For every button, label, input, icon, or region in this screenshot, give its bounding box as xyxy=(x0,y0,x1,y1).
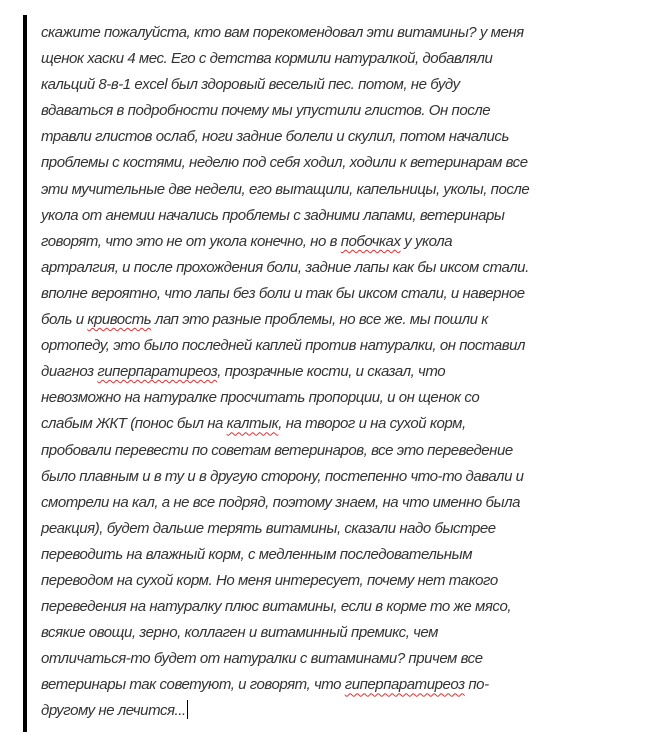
text-segment: вполне вероятно, что лапы без боли и так бы иксом стали, и наверное xyxy=(41,284,525,302)
text-segment: диагноз xyxy=(41,363,98,381)
text-line xyxy=(41,542,529,568)
text-line xyxy=(41,307,529,333)
misspelled-word: калтык xyxy=(226,415,279,433)
text-segment: переведения на натуралку плюс витамины, если в корме то же мясо, xyxy=(41,598,512,616)
text-segment: у укола xyxy=(400,232,453,250)
blockquote-bar xyxy=(23,15,27,732)
text-line xyxy=(41,464,529,490)
text-segment: эти мучительные две недели, его вытащили, капельницы, уколы, после xyxy=(41,180,530,198)
text-line xyxy=(41,594,529,620)
text-line xyxy=(41,281,529,307)
text-line xyxy=(41,46,529,72)
text-segment: вдаваться в подробности почему мы упустили глистов. Он после xyxy=(41,102,491,120)
text-segment: другому не лечится... xyxy=(41,702,186,720)
text-line xyxy=(41,150,529,176)
text-segment: невозможно на натуралке просчитать пропорции, и он щенок со xyxy=(41,389,480,407)
text-segment: укола от анемии начались проблемы с задними лапами, ветеринары xyxy=(41,206,505,224)
text-segment: щенок хаски 4 мес. Его с детства кормили натуралкой, добавляли xyxy=(41,50,493,68)
text-line xyxy=(41,177,529,203)
text-segment: было плавным и в ту и в другую сторону, постепенно что-то давали и xyxy=(41,467,524,485)
text-segment: кальций 8-в-1 excel был здоровый веселый пес. потом, не буду xyxy=(41,76,460,94)
misspelled-word: побочках xyxy=(340,232,401,250)
text-segment: проблемы с костями, неделю под себя ходил, ходили к ветеринарам все xyxy=(41,154,528,172)
text-line xyxy=(41,203,529,229)
text-segment: лап это разные проблемы, но все же. мы пошли к xyxy=(151,311,488,329)
text-line xyxy=(41,72,529,98)
text-segment: по- xyxy=(464,676,489,694)
text-segment: переводить на влажный корм, с медленным последовательным xyxy=(41,545,473,563)
text-line xyxy=(41,568,529,594)
text-line xyxy=(41,516,529,542)
text-caret xyxy=(187,700,188,719)
text-segment: отличаться-то будет от натуралки с витаминами? причем все xyxy=(41,650,483,668)
misspelled-word: кривость xyxy=(87,311,152,329)
text-segment: смотрели на кал, а не все подряд, поэтому знаем, на что именно была xyxy=(41,493,521,511)
text-line xyxy=(41,646,529,672)
text-segment: переводом на сухой корм. Но меня интересует, почему нет такого xyxy=(41,571,498,589)
text-line xyxy=(41,385,529,411)
text-segment: реакция), будет дальше терять витамины, сказали надо быстрее xyxy=(41,519,496,537)
text-segment: скажите пожалуйста, кто вам порекомендовал эти витамины? у меня xyxy=(41,24,524,41)
text-segment: ветеринары так советуют, и говорят, что xyxy=(41,676,345,694)
text-segment: говорят, что это не от укола конечно, но в xyxy=(41,232,341,250)
text-line xyxy=(41,333,529,359)
text-segment: боль и xyxy=(41,311,88,329)
text-line xyxy=(41,98,529,124)
text-line xyxy=(41,124,529,150)
text-segment: артралгия, и после прохождения боли, задние лапы как бы иксом стали. xyxy=(41,258,529,276)
text-line xyxy=(41,20,529,46)
text-segment: всякие овощи, зерно, коллаген и витаминный премикс, чем xyxy=(41,624,438,642)
text-line xyxy=(41,672,529,698)
text-segment: пробовали перевести по советам ветеринаров, все это переведение xyxy=(41,441,513,459)
text-line xyxy=(41,229,529,255)
text-editor-content[interactable] xyxy=(41,20,529,725)
text-segment: слабым ЖКТ (понос был на xyxy=(41,415,227,433)
text-line xyxy=(41,411,529,437)
text-segment: , на творог и на сухой корм, xyxy=(278,415,466,433)
text-line xyxy=(41,698,529,724)
misspelled-word: гиперпаратиреоз xyxy=(344,676,465,694)
text-segment: , прозрачные кости, и сказал, что xyxy=(217,363,446,381)
text-segment: травли глистов ослаб, ноги задние болели и скулил, потом начались xyxy=(41,128,509,146)
text-line xyxy=(41,438,529,464)
text-line xyxy=(41,490,529,516)
text-line xyxy=(41,620,529,646)
text-segment: ортопеду, это было последней каплей против натуралки, он поставил xyxy=(41,337,526,355)
text-line xyxy=(41,359,529,385)
misspelled-word: гиперпаратиреоз xyxy=(97,363,218,381)
text-line xyxy=(41,255,529,281)
